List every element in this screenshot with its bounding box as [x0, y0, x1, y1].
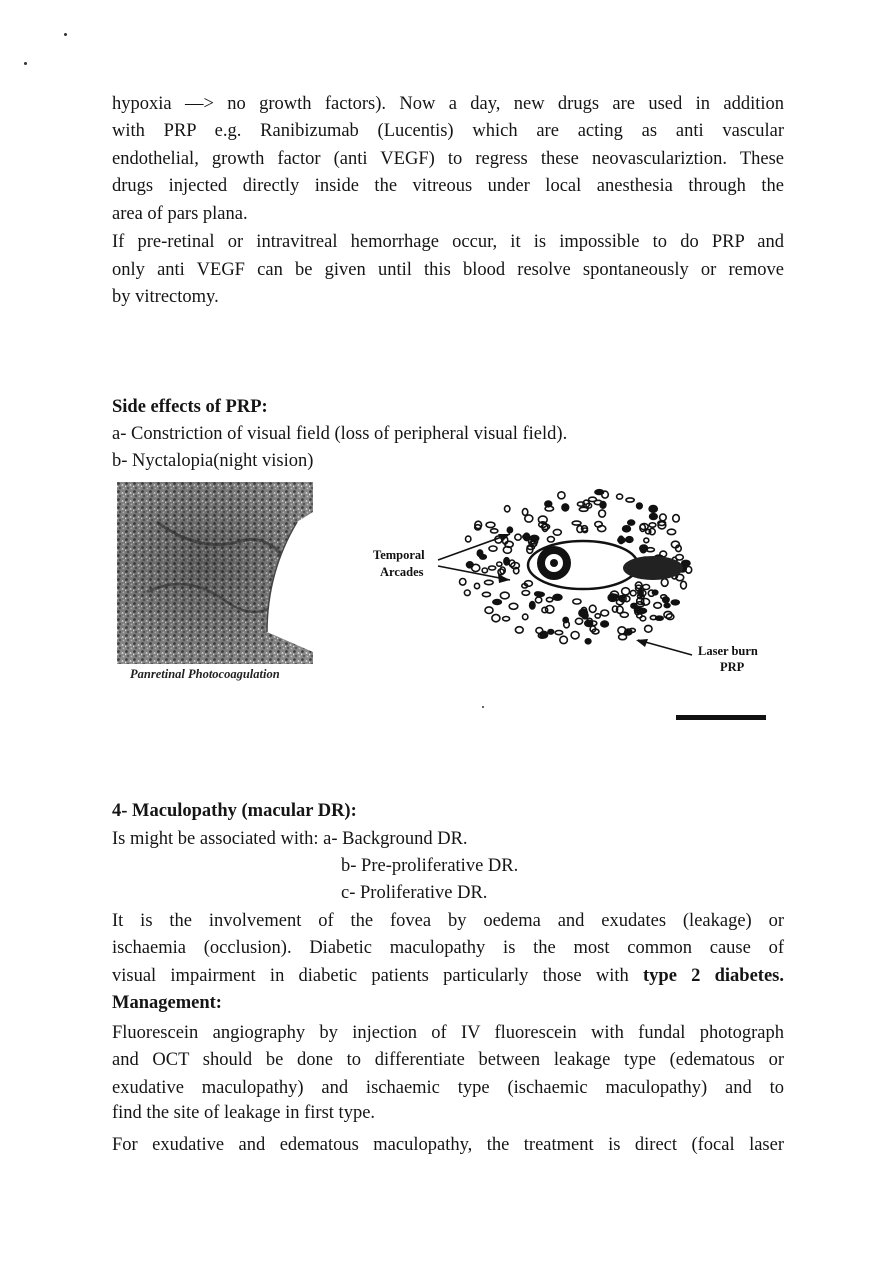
scan-speck: [482, 706, 484, 708]
laser-burn-spot: [645, 625, 652, 632]
paragraph-line: Fluorescein angiography by injection of IV fluorescein with fundal photograph: [112, 1023, 784, 1043]
laser-burn-spot: [585, 639, 591, 644]
laser-burn-spot: [667, 529, 675, 534]
laser-burn-spot: [491, 529, 498, 533]
laser-burn-spot: [535, 597, 541, 603]
divider-rule: [676, 715, 766, 720]
label-arcades: Arcades: [380, 565, 424, 579]
association-item: b- Pre-proliferative DR.: [341, 856, 519, 876]
laser-burn-spot: [477, 550, 482, 557]
paragraph-line: It is the involvement of the fovea by oedema and exudates (leakage) or: [112, 911, 784, 931]
laser-burn-spot: [619, 596, 625, 601]
laser-burn-spot: [482, 592, 490, 596]
fovea-center: [550, 559, 558, 567]
scan-speck: [24, 62, 27, 65]
laser-burn-spot: [540, 631, 548, 638]
laser-burn-spot: [650, 514, 658, 520]
laser-burn-spot: [649, 506, 657, 513]
laser-burn-spot: [545, 501, 552, 507]
prp-fundus-photo: [117, 482, 313, 664]
laser-burn-spot: [546, 597, 552, 601]
laser-burn-spot: [562, 504, 569, 511]
laser-burn-spot: [555, 631, 563, 635]
laser-burn-spot: [467, 562, 474, 568]
laser-burn-spot: [601, 621, 609, 627]
laser-burn-spot: [460, 579, 466, 586]
laser-burn-spot: [646, 529, 651, 533]
laser-burn-spot: [558, 492, 565, 499]
laser-burn-spot: [619, 634, 627, 639]
laser-burn-spot: [654, 603, 662, 609]
paragraph-line: For exudative and edematous maculopathy, the treatment is direct (focal laser: [112, 1135, 784, 1155]
laser-burn-spot: [673, 515, 680, 522]
laser-burn-spot: [482, 568, 487, 573]
side-effect-item: b- Nyctalopia(night vision): [112, 451, 314, 471]
laser-burn-spot: [560, 636, 568, 643]
laser-burn-spot: [553, 529, 561, 535]
laser-burn-spot: [640, 545, 648, 551]
laser-burn-spot: [671, 600, 679, 605]
laser-burn-spot: [617, 494, 623, 499]
laser-burn-spot: [620, 612, 628, 617]
laser-burn-spot: [464, 590, 470, 596]
laser-burn-spot: [660, 514, 667, 521]
laser-burn-spot: [619, 536, 624, 543]
laser-burn-spot: [623, 526, 631, 532]
paragraph-line: ischaemia (occlusion). Diabetic maculopathy is the most common cause of: [112, 938, 784, 958]
laser-burn-spot: [661, 579, 668, 587]
paragraph-line: exudative maculopathy) and ischaemic type (ischaemic maculopathy) and to: [112, 1078, 784, 1098]
association-intro: Is might be associated with: a- Background DR.: [112, 829, 468, 849]
label-prp: PRP: [720, 660, 745, 674]
laser-burn-spot: [573, 599, 581, 604]
photo-caption: Panretinal Photocoagulation: [130, 667, 280, 681]
laser-burn-spot: [681, 581, 687, 589]
paragraph-line: by vitrectomy.: [112, 287, 219, 307]
laser-burn-spot: [515, 534, 521, 540]
label-laser: Laser burn: [698, 644, 758, 658]
arrow-temporal-upper: [438, 534, 510, 560]
paragraph-line: [112, 963, 784, 990]
laser-burn-spot: [601, 610, 609, 616]
arrow-head: [498, 574, 510, 583]
laser-burn-spot: [582, 613, 588, 619]
laser-burn-spot: [507, 527, 512, 533]
laser-burn-spot: [626, 537, 633, 543]
paragraph-line: with PRP e.g. Ranibizumab (Lucentis) which are acting as anti vascular: [112, 121, 784, 141]
maculopathy-heading: 4- Maculopathy (macular DR):: [112, 801, 357, 821]
laser-burn-spot: [485, 580, 494, 584]
laser-burn-spot: [548, 630, 554, 635]
laser-burn-spot: [638, 608, 647, 613]
management-heading: Management:: [112, 993, 222, 1013]
laser-burn-spot: [530, 602, 535, 609]
type2-diabetes-emphasis: type 2 diabetes.: [643, 966, 784, 986]
laser-burn-spot: [503, 617, 510, 621]
paragraph-line: area of pars plana.: [112, 204, 248, 224]
laser-burn-spot: [489, 566, 496, 570]
laser-burn-spot: [546, 606, 554, 614]
laser-burn-spot: [497, 562, 502, 566]
laser-burn-spot: [500, 567, 505, 574]
paragraph-line: If pre-retinal or intravitreal hemorrhage occur, it is impossible to do PRP and: [112, 232, 784, 252]
side-effects-heading: Side effects of PRP:: [112, 397, 268, 417]
laser-burn-spot: [649, 523, 656, 527]
laser-burn-spot: [663, 597, 669, 603]
laser-burn-spot: [628, 520, 635, 525]
laser-burn-spot: [486, 522, 495, 527]
paragraph-line: drugs injected directly inside the vitreous under local anesthesia through the: [112, 176, 784, 196]
laser-burn-spot: [622, 588, 630, 595]
laser-burn-spot: [489, 546, 497, 551]
laser-burn-spot: [589, 605, 596, 612]
laser-burn-spot: [626, 498, 634, 502]
paragraph-line: only anti VEGF can be given until this blood resolve spontaneously or remove: [112, 260, 784, 280]
paragraph-line: endothelial, growth factor (anti VEGF) to regress these neovasculariztion. These: [112, 149, 784, 169]
laser-burn-spot: [509, 603, 518, 609]
laser-burn-spot: [522, 509, 527, 516]
arrow-head: [636, 639, 648, 647]
laser-burn-spot: [547, 537, 554, 542]
laser-burn-spot: [485, 607, 493, 614]
laser-burn-spot: [493, 600, 501, 605]
optic-disc: [623, 556, 683, 580]
laser-burn-spot: [492, 614, 500, 621]
laser-burn-spot: [664, 603, 670, 607]
laser-burn-spot: [466, 536, 471, 542]
laser-burn-spot: [571, 632, 579, 639]
laser-burn-spot: [625, 629, 632, 635]
laser-burn-spot: [595, 614, 600, 618]
paragraph-line: hypoxia —> no growth factors). Now a day, new drugs are used in addition: [112, 94, 784, 114]
label-temporal: Temporal: [373, 548, 425, 562]
side-effect-item: a- Constriction of visual field (loss of peripheral visual field).: [112, 424, 568, 444]
laser-burn-spot: [505, 506, 510, 512]
laser-burn-spot: [643, 585, 650, 590]
laser-burn-spot: [515, 627, 523, 633]
association-item: c- Proliferative DR.: [341, 883, 488, 903]
laser-burn-spot: [523, 614, 528, 620]
prp-diagram: [370, 482, 790, 682]
definition-text: visual impairment in diabetic patients particularly those with: [112, 966, 643, 986]
laser-burn-spot: [553, 594, 562, 600]
laser-burn-spot: [599, 510, 606, 517]
laser-burn-spot: [474, 583, 479, 588]
laser-burn-spot: [500, 592, 509, 599]
paragraph-line: and OCT should be done to differentiate between leakage type (edematous or: [112, 1050, 784, 1070]
laser-burn-spot: [522, 591, 530, 596]
laser-burn-spot: [575, 618, 582, 624]
paragraph-line: find the site of leakage in first type.: [112, 1103, 376, 1123]
laser-burn-spot: [637, 503, 643, 509]
laser-burn-spot: [630, 590, 636, 595]
laser-burn-spot: [572, 521, 581, 525]
scan-speck: [64, 33, 67, 36]
laser-burn-spot: [644, 538, 649, 543]
